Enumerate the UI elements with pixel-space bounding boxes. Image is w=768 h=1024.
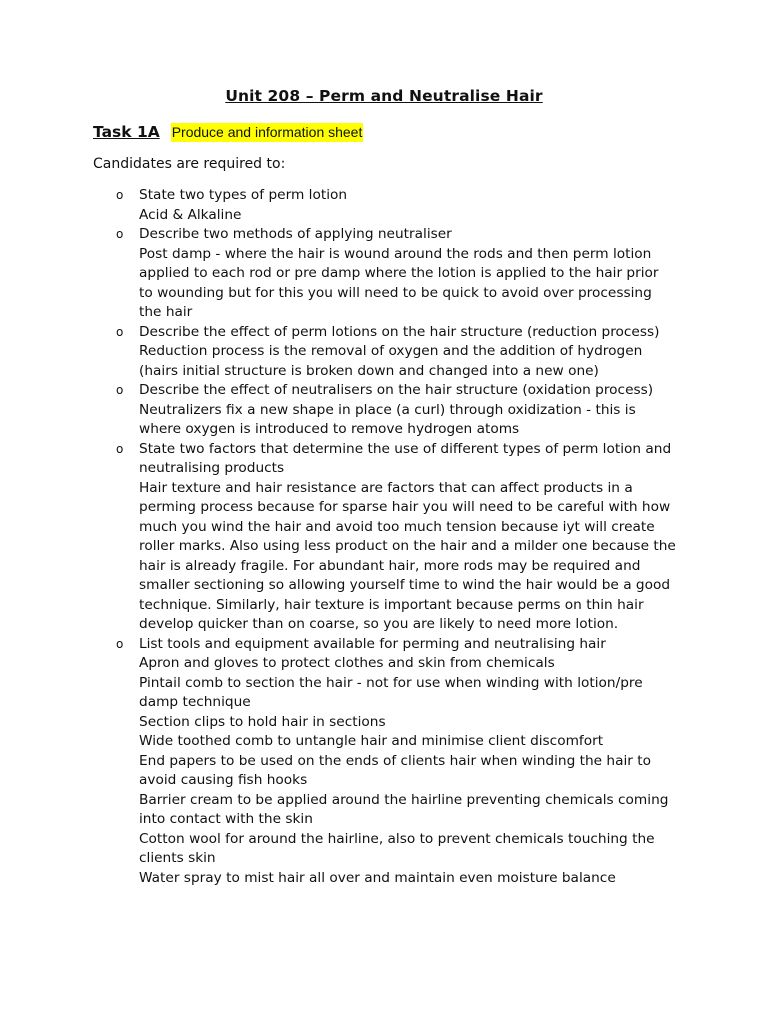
task-heading bbox=[93, 123, 363, 141]
requirements-list bbox=[116, 186, 676, 888]
item-answer: End papers to be used on the ends of clients hair when winding the hair to avoid causing fish hooks bbox=[139, 752, 652, 788]
item-answer: Acid & Alkaline bbox=[139, 206, 242, 223]
item-answer: Barrier cream to be applied around the hairline preventing chemicals coming into contact with the skin bbox=[139, 791, 669, 827]
item-answer: Pintail comb to section the hair - not for use when winding with lotion/pre damp technique bbox=[139, 674, 643, 710]
item-answer: Water spray to mist hair all over and maintain even moisture balance bbox=[139, 869, 616, 886]
document-title: Unit 208 – Perm and Neutralise Hair bbox=[225, 87, 543, 105]
task-label: Task 1A bbox=[93, 123, 160, 141]
task-highlight: Produce and information sheet bbox=[171, 124, 363, 140]
list-item bbox=[116, 186, 676, 225]
item-heading: Describe two methods of applying neutraliser bbox=[139, 226, 452, 242]
item-heading: State two factors that determine the use of different types of perm lotion and neutralising products bbox=[139, 440, 672, 476]
intro-text: Candidates are required to: bbox=[93, 156, 286, 172]
bullet-icon: o bbox=[116, 441, 124, 456]
item-answer: Reduction process is the removal of oxygen and the addition of hydrogen (hairs initial structure is broken down and changed into a new one) bbox=[139, 343, 643, 379]
list-item bbox=[116, 440, 676, 635]
list-item bbox=[116, 323, 676, 382]
item-heading: Describe the effect of neutralisers on the hair structure (oxidation process) bbox=[139, 382, 654, 398]
bullet-icon: o bbox=[116, 227, 124, 241]
list-item bbox=[116, 635, 676, 889]
list-item bbox=[116, 225, 676, 323]
bullet-icon: o bbox=[116, 383, 124, 397]
list-item bbox=[116, 381, 676, 440]
item-answer: Post damp - where the hair is wound around the rods and then perm lotion applied to each rod or pre damp where the lotion is applied to the hair prior to wounding but for this you will need to be quick to avoid over processing the hair bbox=[139, 245, 659, 320]
item-answer: Section clips to hold hair in sections bbox=[139, 713, 386, 730]
item-answer: Wide toothed comb to untangle hair and minimise client discomfort bbox=[139, 733, 604, 749]
item-answer: Neutralizers fix a new shape in place (a curl) through oxidization - this is where oxygen is introduced to remove hydrogen atoms bbox=[139, 401, 636, 437]
bullet-icon: o bbox=[116, 324, 124, 339]
bullet-icon: o bbox=[116, 188, 124, 202]
item-heading: Describe the effect of perm lotions on the hair structure (reduction process) bbox=[139, 323, 660, 340]
bullet-icon: o bbox=[116, 636, 124, 651]
item-answer: Cotton wool for around the hairline, also to prevent chemicals touching the clients skin bbox=[139, 830, 655, 866]
item-answer: Hair texture and hair resistance are factors that can affect products in a perming process because for sparse hair you will need to be careful with how much you wind the hair and avoid too much tension because iyt will create roller marks. Also using less product on the hair and a milder one because the hair is already fragile. For abundant hair, more rods may be required and smaller sectioning so allowing yourself time to wind the hair would be a good technique. Similarly, hair texture is important because perms on thin hair develop quicker than on coarse, so you are likely to need more lotion. bbox=[139, 479, 676, 632]
item-heading: List tools and equipment available for perming and neutralising hair bbox=[139, 635, 606, 652]
item-heading: State two types of perm lotion bbox=[139, 187, 348, 203]
item-answer: Apron and gloves to protect clothes and skin from chemicals bbox=[139, 655, 555, 671]
